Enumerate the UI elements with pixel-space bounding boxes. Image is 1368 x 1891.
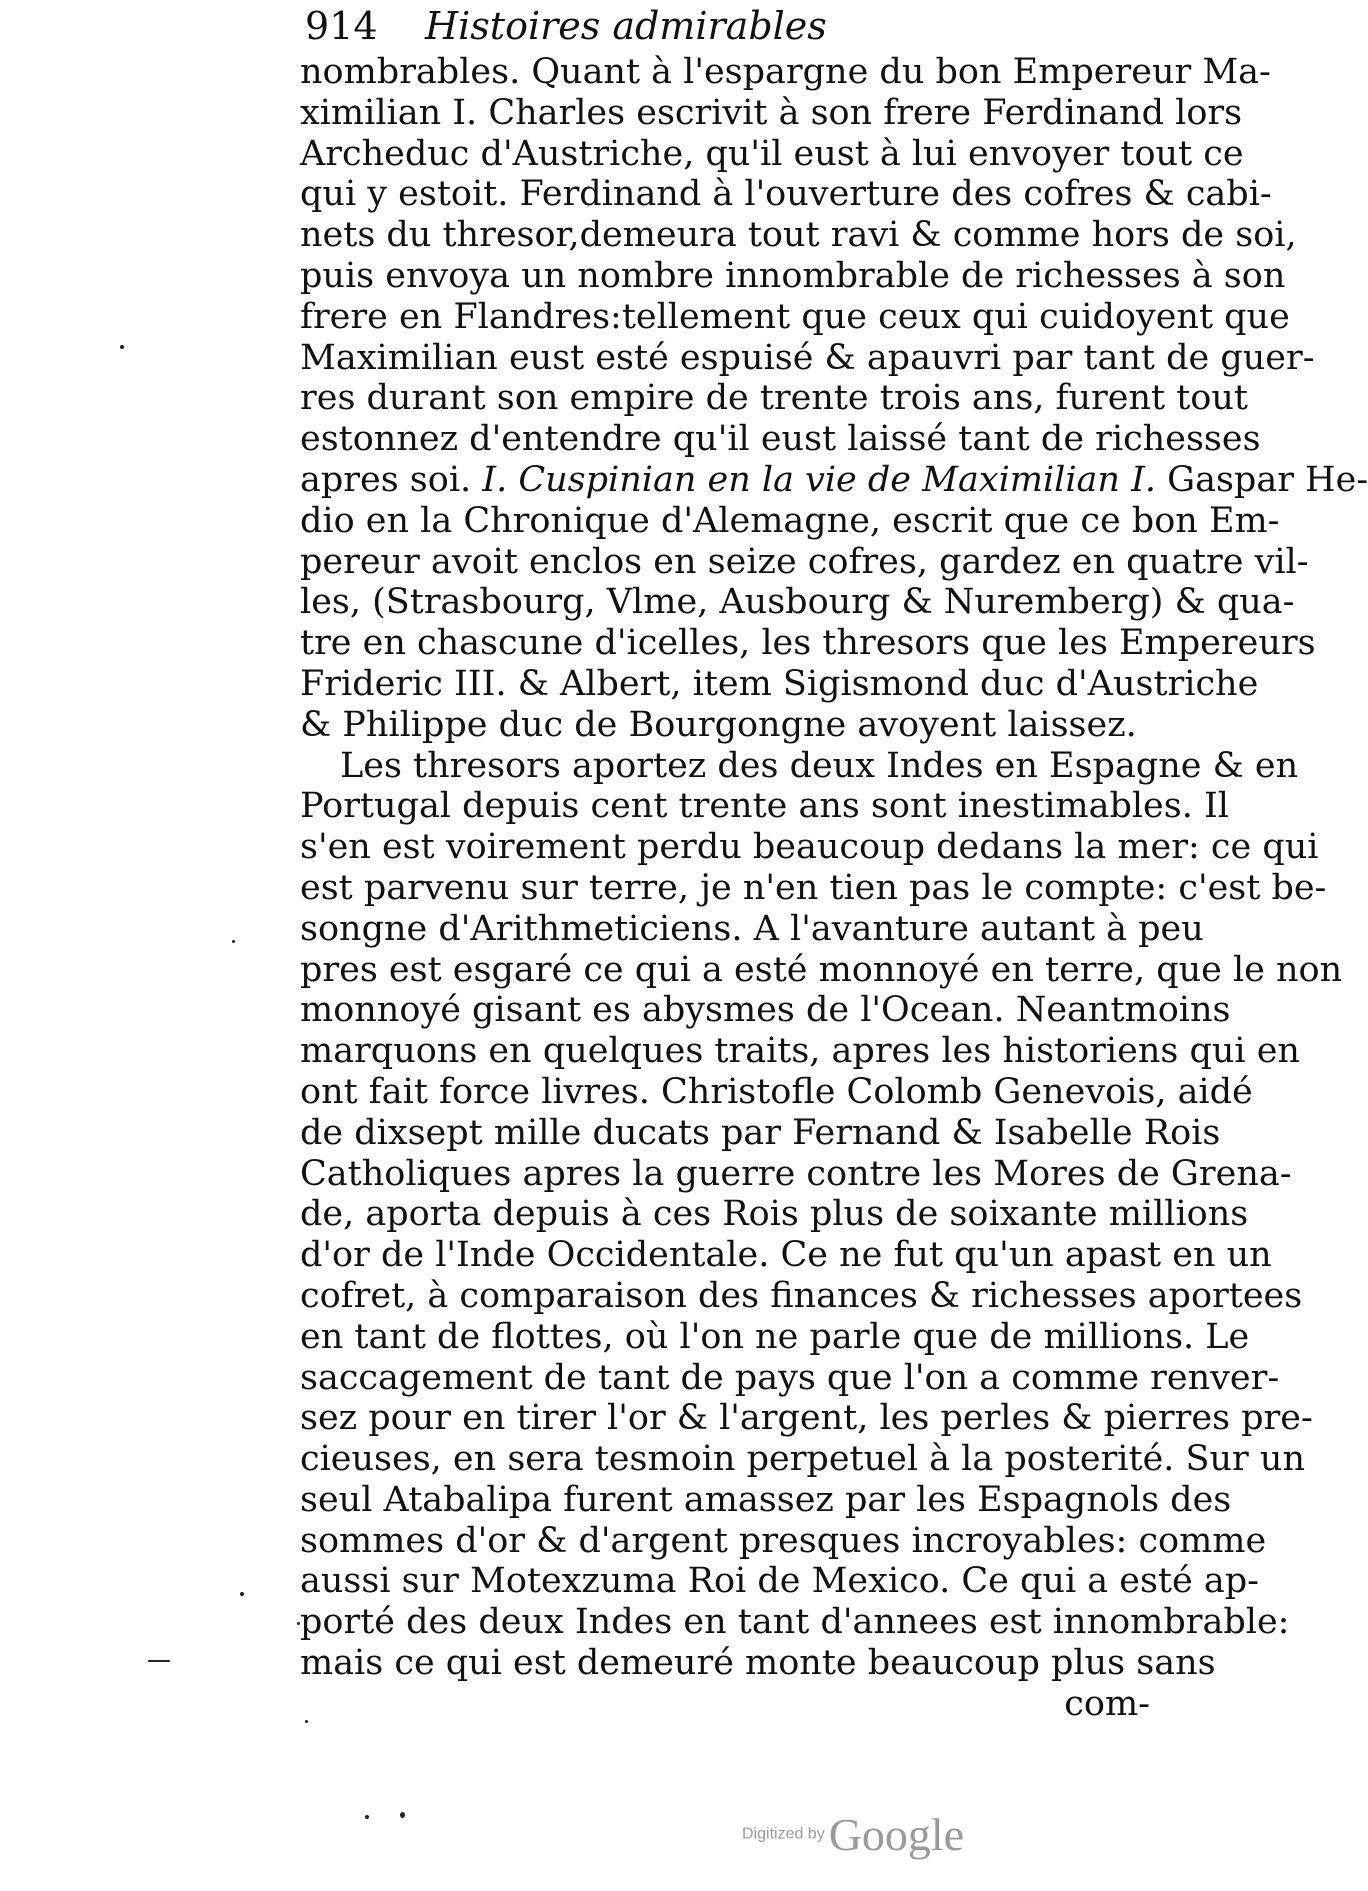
- text-line: saccagement de tant de pays que l'on a comme renver-: [300, 1357, 1280, 1398]
- text-segment: Gaspar He-: [1156, 459, 1368, 500]
- watermark-prefix: Digitized by: [742, 1825, 825, 1843]
- text-segment: apres soi.: [300, 459, 483, 500]
- text-line: cofret, à comparaison des finances & richesses aportees: [300, 1275, 1303, 1316]
- scan-speck: [120, 345, 124, 349]
- scan-speck: [148, 1660, 170, 1662]
- text-line: com-: [1064, 1683, 1150, 1724]
- text-line: Portugal depuis cent trente ans sont inestimables. Il: [300, 786, 1230, 827]
- text-line: frere en Flandres:tellement que ceux qui cuidoyent que: [300, 296, 1290, 337]
- scan-speck: [232, 940, 235, 943]
- text-line: songne d'Arithmeticiens. A l'avanture autant à peu: [300, 908, 1204, 949]
- text-line: pres est esgaré ce qui a esté monnoyé en terre, que le non: [300, 949, 1343, 990]
- citation-italic: I. Cuspinian en la vie de Maximilian I.: [482, 459, 1157, 500]
- text-line: monnoyé gisant es abysmes de l'Ocean. Neantmoins: [300, 990, 1231, 1031]
- text-line: est parvenu sur terre, je n'en tien pas le compte: c'est be-: [300, 867, 1327, 908]
- text-line: Archeduc d'Austriche, qu'il eust à lui envoyer tout ce: [300, 133, 1244, 174]
- text-line: Maximilian eust esté espuisé & apauvri par tant de guer-: [300, 337, 1315, 378]
- text-line: Catholiques apres la guerre contre les Mores de Grena-: [300, 1153, 1292, 1194]
- text-line: ont fait force livres. Christofle Colomb Genevois, aidé: [300, 1071, 1253, 1112]
- text-line: estonnez d'entendre qu'il eust laissé tant de richesses: [300, 419, 1261, 460]
- text-line: qui y estoit. Ferdinand à l'ouverture des cofres & cabi-: [300, 174, 1272, 215]
- text-line: dio en la Chronique d'Alemagne, escrit que ce bon Em-: [300, 500, 1280, 541]
- watermark-logo: Google: [828, 1809, 965, 1860]
- text-line: marquons en quelques traits, apres les historiens qui en: [300, 1031, 1300, 1072]
- text-line: sez pour en tirer l'or & l'argent, les perles & pierres pre-: [300, 1398, 1313, 1439]
- text-line: mais ce qui est demeuré monte beaucoup plus sans: [300, 1643, 1216, 1684]
- scan-speck: [240, 1592, 244, 1596]
- text-line: aussi sur Motexzuma Roi de Mexico. Ce qui a esté ap-: [300, 1561, 1259, 1602]
- scan-speck: [297, 1622, 300, 1625]
- page-header: [305, 0, 1085, 52]
- page-number: 914: [305, 4, 378, 48]
- text-line: les, (Strasbourg, Vlme, Ausbourg & Nuremberg) & qua-: [300, 582, 1295, 623]
- text-line: de dixsept mille ducats par Fernand & Isabelle Rois: [300, 1112, 1221, 1153]
- text-line: s'en est voirement perdu beaucoup dedans la mer: ce qui: [300, 827, 1319, 868]
- text-line: [300, 459, 1368, 501]
- text-line: porté des deux Indes en tant d'annees est innombrable:: [300, 1602, 1290, 1643]
- text-line: tre en chascune d'icelles, les thresors que les Empereurs: [300, 623, 1316, 664]
- text-line: ximilian I. Charles escrivit à son frere Ferdinand lors: [300, 92, 1243, 133]
- running-head: Histoires admirables: [425, 4, 827, 48]
- text-line: pereur avoit enclos en seize cofres, gardez en quatre vil-: [300, 541, 1309, 582]
- body-text: [300, 52, 1368, 1725]
- text-line: de, aporta depuis à ces Rois plus de soixante millions: [300, 1194, 1249, 1235]
- scan-speck: [365, 1815, 369, 1819]
- text-line: res durant son empire de trente trois ans, furent tout: [300, 378, 1248, 419]
- digitized-watermark: [742, 1808, 964, 1861]
- scan-speck: [400, 1812, 405, 1818]
- text-line: & Philippe duc de Bourgongne avoyent laissez.: [300, 704, 1137, 745]
- text-line: sommes d'or & d'argent presques incroyables: comme: [300, 1520, 1267, 1561]
- text-line: d'or de l'Inde Occidentale. Ce ne fut qu'un apast en un: [300, 1235, 1272, 1276]
- text-line: Frideric III. & Albert, item Sigismond duc d'Austriche: [300, 663, 1259, 704]
- scan-speck: [305, 1720, 308, 1723]
- text-line: en tant de flottes, où l'on ne parle que de millions. Le: [300, 1316, 1250, 1357]
- text-line: seul Atabalipa furent amassez par les Espagnols des: [300, 1479, 1232, 1520]
- text-line: puis envoya un nombre innombrable de richesses à son: [300, 255, 1286, 296]
- text-line: nombrables. Quant à l'espargne du bon Empereur Ma-: [300, 52, 1271, 92]
- text-line: nets du thresor,demeura tout ravi & comme hors de soi,: [300, 215, 1297, 256]
- text-line: Les thresors aportez des deux Indes en Espagne & en: [340, 745, 1299, 786]
- text-line: cieuses, en sera tesmoin perpetuel à la posterité. Sur un: [300, 1439, 1305, 1480]
